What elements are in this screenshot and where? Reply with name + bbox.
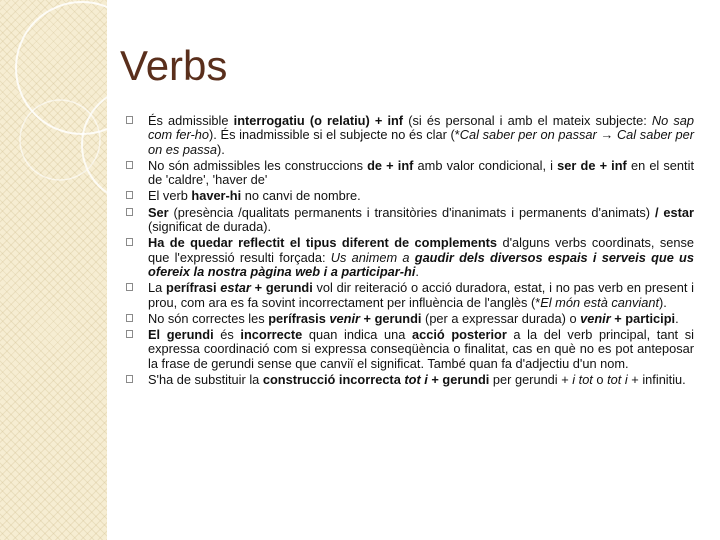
bullet-item <box>138 114 694 157</box>
bullet-text-segment: Ha de quedar reflectit el tipus diferent de complements <box>148 235 498 251</box>
bullet-text-segment: tot i <box>404 372 428 388</box>
bullet-text-segment: El món està canviant <box>540 294 660 310</box>
bullet-text-segment: El gerundi <box>148 327 214 343</box>
bullet-text-segment: Cal saber per on passar <box>459 127 601 143</box>
bullet-text-segment: vol dir reiteració o acció duradora, estat, i no pas verb en present i prou, com ara es fa sovint incorrectament per influència de l'anglès (* <box>148 280 694 310</box>
bullet-text-segment: (si és personal i amb el mateix subjecte: <box>403 113 652 128</box>
square-bullet-icon <box>126 283 133 291</box>
bullet-text-segment: és <box>213 327 241 343</box>
square-bullet-icon <box>126 375 133 383</box>
square-bullet-icon <box>126 161 133 169</box>
bullet-item <box>138 206 694 235</box>
bullet-text-segment: en el sentit de 'caldre', 'haver de' <box>148 157 694 188</box>
bullet-text-segment: No són correctes les <box>148 310 269 326</box>
bullet-text-segment: venir <box>329 310 360 326</box>
slide-title: Verbs <box>120 42 228 89</box>
bullet-item <box>138 312 694 326</box>
bullet-text-segment: construcció incorrecta <box>262 372 405 388</box>
bullet-item <box>138 159 694 188</box>
bullet-text-segment: acció posterior <box>412 327 507 343</box>
bullet-text-segment: incorrecte <box>240 327 303 343</box>
square-bullet-icon <box>126 191 133 199</box>
bullet-text-segment: S'ha de substituir la <box>148 372 263 388</box>
bullet-text-segment: No sap com fer-ho <box>148 113 695 143</box>
bullet-text-segment: venir <box>580 310 611 326</box>
bullet-text-segment: / estar <box>654 204 694 220</box>
bullet-text-segment: amb valor condicional, i <box>413 157 558 173</box>
bullet-text-segment: perífrasi <box>166 280 221 296</box>
bullet-text-segment: Ser <box>148 204 169 220</box>
bullet-text-segment: estar <box>220 280 251 296</box>
bullet-text-segment: (significat de durada). <box>148 219 272 235</box>
bullet-text-segment: + infinitiu. <box>627 372 686 388</box>
bullet-text-segment: (presència /qualitats permanents i transitòries d'inanimats i permanents d'animats) <box>168 204 655 220</box>
bullet-text-segment: + gerundi <box>250 280 313 296</box>
bullet-text-segment: a la del verb principal, tant si expressa coordinació com si expressa conseqüència o finalitat, cas en què no es pot anteposar la frase de gerundi sense que canviï el significat. També quan fa d'adjectiu d'un nom. <box>148 327 694 371</box>
bullet-text-segment: La <box>148 280 166 296</box>
bullet-text-segment: o <box>592 372 608 388</box>
bullet-text-segment: No són admissibles les construccions <box>148 157 368 173</box>
bullet-text-segment: i tot <box>572 372 593 388</box>
slide-content <box>138 114 694 389</box>
bullet-text-segment: ser de + inf <box>557 157 627 173</box>
bullet-text-segment: gaudir dels diversos espais i serveis que us ofereix la nostra pàgina web i a participar-hi <box>148 249 694 279</box>
bullet-text-segment: ). <box>659 294 667 310</box>
bullet-item <box>138 328 694 371</box>
bullet-text-segment: per gerundi + <box>489 372 573 388</box>
bullet-item <box>138 281 694 310</box>
bullet-text-segment: Us animem a <box>330 249 415 265</box>
bullet-text-segment: de + inf <box>367 157 414 173</box>
bullet-text-segment: tot i <box>607 372 628 388</box>
square-bullet-icon <box>126 314 133 322</box>
bullet-text-segment: És admissible <box>148 113 234 128</box>
bullet-text-segment: (per a expressar durada) o <box>421 310 581 326</box>
bullet-text-segment: perífrasis <box>268 310 330 326</box>
bullet-list <box>138 114 694 387</box>
bullet-text-segment: → <box>600 127 614 143</box>
bullet-text-segment: El verb <box>148 188 192 204</box>
bullet-text-segment: interrogatiu (o relatiu) + inf <box>233 113 404 128</box>
bullet-text-segment: ). <box>217 141 225 157</box>
bullet-item <box>138 236 694 279</box>
square-bullet-icon <box>126 116 133 124</box>
bullet-text-segment: no canvi de nombre. <box>241 188 361 204</box>
bullet-text-segment: ). És inadmissible si el subjecte no és clar (* <box>209 127 460 143</box>
bullet-item <box>138 373 694 387</box>
square-bullet-icon <box>126 330 133 338</box>
bullet-text-segment: + gerundi <box>427 372 490 388</box>
bullet-text-segment: + participi <box>610 310 676 326</box>
bullet-text-segment: Cal saber per on es passa <box>148 127 694 157</box>
square-bullet-icon <box>126 208 133 216</box>
bullet-text-segment: haver-hi <box>191 188 242 204</box>
bullet-text-segment: . <box>675 310 679 326</box>
bullet-text-segment: + gerundi <box>359 310 422 326</box>
bullet-text-segment: . <box>415 263 419 279</box>
bullet-item <box>138 189 694 203</box>
square-bullet-icon <box>126 238 133 246</box>
bullet-text-segment: d'alguns verbs coordinats, sense que l'expressió resulti forçada: <box>148 235 695 265</box>
bullet-text-segment: quan indica una <box>302 327 412 343</box>
